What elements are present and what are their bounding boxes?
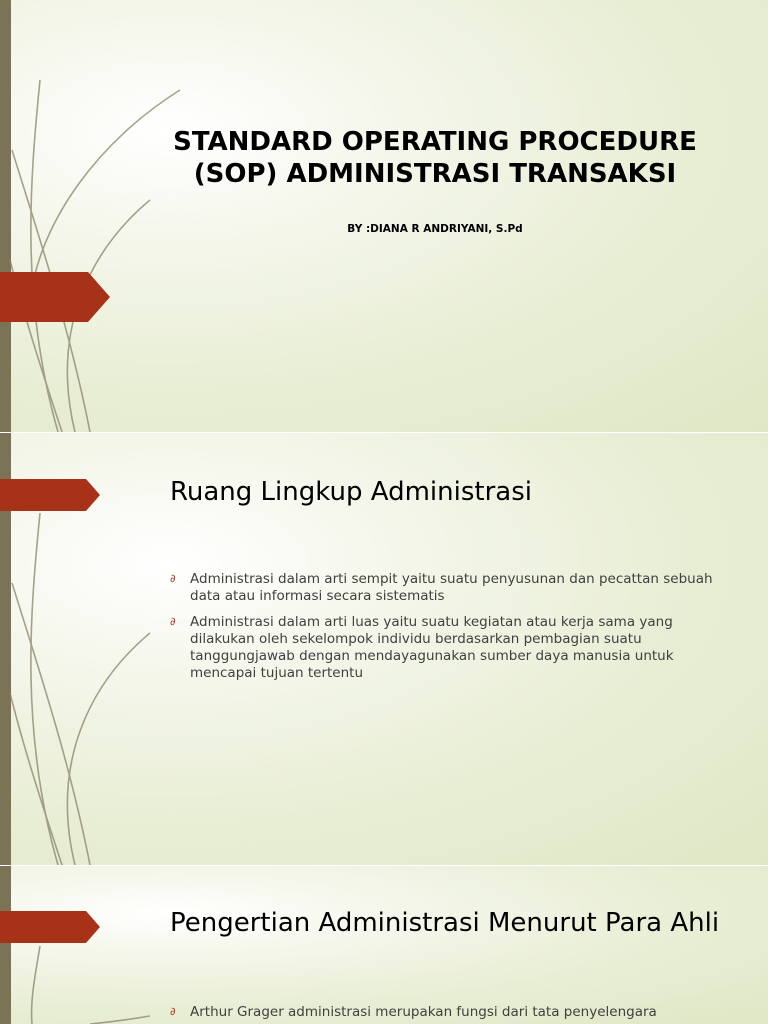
slide-title: Ruang Lingkup Administrasi	[170, 477, 532, 507]
content-slide	[0, 433, 768, 865]
bullet-list	[170, 1004, 730, 1024]
bullet-text: Arthur Grager administrasi merupakan fungsi dari tata penyelengara	[190, 1004, 657, 1020]
slide-title: Pengertian Administrasi Menurut Para Ahli	[170, 908, 720, 938]
bullet-text: Administrasi dalam arti luas yaitu suatu kegiatan atau kerja sama yang dilakukan oleh sekelompok individu berdasarkan pembagian suatu tanggungjawab dengan mendayagunakan sumber daya manusia untuk mencapai tujuan tertentu	[190, 613, 674, 682]
title-slide	[0, 0, 768, 432]
decorative-curves	[0, 0, 200, 432]
bullet-list	[170, 571, 730, 691]
bullet-text: Administrasi dalam arti sempit yaitu suatu penyusunan dan pecattan sebuah data atau informasi secara sistematis	[190, 571, 713, 605]
list-item	[170, 571, 730, 606]
content-slide	[0, 866, 768, 1024]
accent-arrow-tab	[0, 479, 100, 511]
slide-subtitle: BY :DIANA R ANDRIYANI, S.Pd	[347, 223, 523, 235]
slide-title: STANDARD OPERATING PROCEDURE (SOP) ADMINISTRASI TRANSAKSI	[173, 127, 697, 189]
accent-arrow-tab	[0, 272, 110, 322]
list-item	[170, 1004, 730, 1021]
curved-bullet-icon: ∂	[170, 1005, 176, 1018]
decorative-curves	[0, 866, 200, 1024]
list-item	[170, 614, 730, 683]
curved-bullet-icon: ∂	[170, 572, 176, 585]
accent-arrow-tab	[0, 911, 100, 943]
curved-bullet-icon: ∂	[170, 614, 176, 628]
